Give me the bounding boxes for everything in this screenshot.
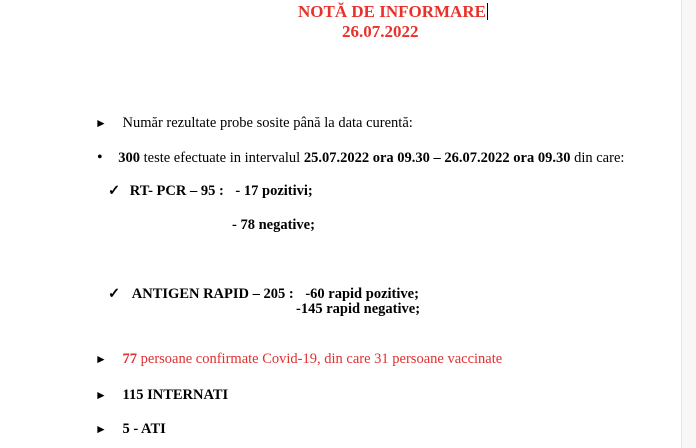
doc-date: 26.07.2022 <box>342 22 419 41</box>
line-rt-pcr <box>108 183 313 200</box>
line-hospitalized <box>95 387 228 404</box>
antigen-label: ANTIGEN RAPID – 205 : <box>131 286 294 302</box>
line-probe-results <box>95 115 413 132</box>
doc-title <box>298 2 488 22</box>
line-text: Număr rezultate probe sosite până la data curentă: <box>122 115 413 131</box>
hospitalized-text: 115 INTERNATI <box>122 387 229 403</box>
line-text: teste efectuate in intervalul <box>139 150 304 166</box>
line-icu <box>95 421 166 438</box>
rt-pcr-positive: - 17 pozitivi; <box>235 183 313 199</box>
arrow-bullet-icon: ► <box>95 352 107 366</box>
check-icon: ✓ <box>108 183 121 199</box>
tests-count: 300 <box>118 150 140 166</box>
line-text-end: din care: <box>570 150 625 166</box>
antigen-negative: -145 rapid negative; <box>296 301 421 317</box>
check-icon: ✓ <box>108 286 121 302</box>
confirmed-count: 77 <box>122 351 138 367</box>
vertical-scrollbar[interactable] <box>681 0 696 448</box>
icu-text: 5 - ATI <box>122 421 166 437</box>
interval-text: 25.07.2022 ora 09.30 – 26.07.2022 ora 09.30 <box>303 150 571 166</box>
antigen-positive: -60 rapid pozitive; <box>305 286 419 302</box>
arrow-bullet-icon: ► <box>95 422 107 436</box>
rt-pcr-negative: - 78 negative; <box>232 217 315 233</box>
dot-bullet-icon: • <box>97 149 103 166</box>
rt-pcr-label: RT- PCR – 95 : <box>129 183 224 199</box>
confirmed-text: persoane confirmate Covid-19, din care 31 persoane vaccinate <box>137 351 503 367</box>
arrow-bullet-icon: ► <box>95 388 107 402</box>
line-tests-interval <box>97 149 624 167</box>
line-confirmed <box>95 351 502 368</box>
doc-title-text: NOTĂ DE INFORMARE <box>298 2 486 21</box>
text-cursor <box>487 3 488 20</box>
arrow-bullet-icon: ► <box>95 116 107 130</box>
